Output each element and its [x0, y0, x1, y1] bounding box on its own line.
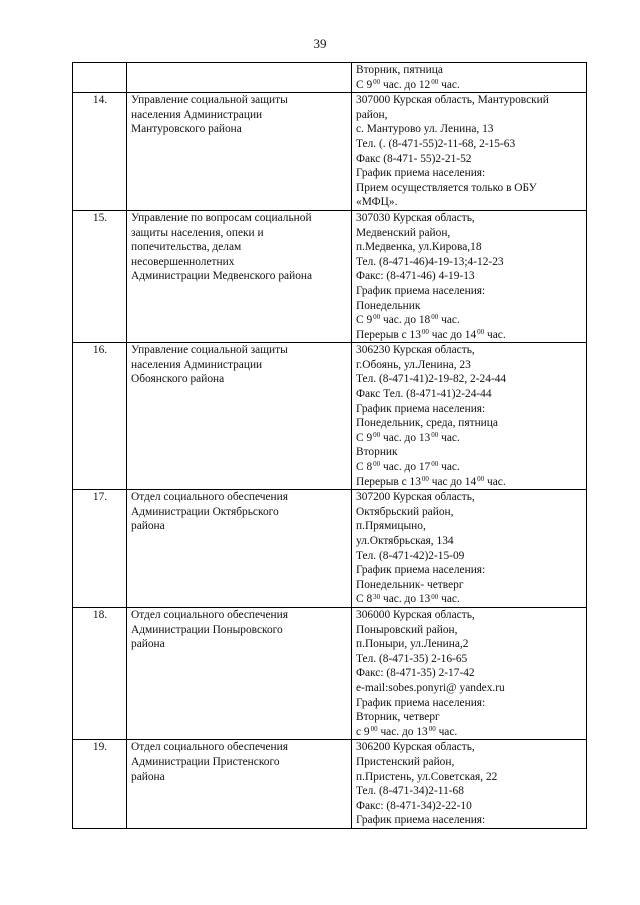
- contact-text: Факс (8-471- 55)2-21-52: [356, 152, 472, 165]
- office-name: [127, 607, 352, 739]
- contact-line: [356, 358, 583, 373]
- contact-text: С 9: [356, 314, 373, 327]
- table-row: [73, 343, 587, 490]
- office-name: [127, 490, 352, 608]
- contact-text: Прием осуществляется только в ОБУ: [356, 181, 537, 194]
- table-row: [73, 740, 587, 829]
- contact-line: [356, 181, 583, 196]
- contact-line: [356, 490, 583, 505]
- row-number: 18.: [73, 607, 127, 739]
- contact-text: Перерыв с 13: [356, 328, 421, 341]
- time-minutes-superscript: 30: [373, 592, 381, 601]
- contact-line: [356, 445, 583, 460]
- office-name: [127, 63, 352, 93]
- contact-text: с. Мантурово ул. Ленина, 13: [356, 123, 494, 136]
- row-number: [73, 63, 127, 93]
- office-contacts: [352, 490, 587, 608]
- contact-line: [356, 195, 583, 210]
- contact-line: [356, 63, 583, 78]
- contact-text: час до 14: [428, 328, 477, 341]
- time-minutes-superscript: 00: [431, 460, 439, 469]
- contact-text: График приема населения:: [356, 167, 486, 180]
- contact-line: [356, 122, 583, 137]
- time-minutes-superscript: 00: [477, 474, 485, 483]
- office-name-line: района: [131, 638, 165, 651]
- contact-text: График приема населения:: [356, 814, 486, 827]
- contact-text: г.Обоянь, ул.Ленина, 23: [356, 358, 471, 371]
- contact-text: 306200 Курская область,: [356, 741, 475, 754]
- contact-text: час до 14: [428, 475, 477, 488]
- row-number: 14.: [73, 93, 127, 211]
- contact-line: [356, 725, 583, 740]
- contact-line: [356, 255, 583, 270]
- contact-text: Тел. (8-471-35) 2-16-65: [356, 652, 468, 665]
- office-name: [127, 740, 352, 829]
- contact-text: час. до 13: [377, 725, 428, 738]
- time-minutes-superscript: 00: [421, 327, 429, 336]
- contact-line: [356, 592, 583, 607]
- contact-line: [356, 637, 583, 652]
- office-contacts: [352, 63, 587, 93]
- contact-line: [356, 549, 583, 564]
- contact-text: час. до 18: [380, 314, 431, 327]
- row-number: 15.: [73, 210, 127, 342]
- table-row: [73, 490, 587, 608]
- office-name-line: Отдел социального обеспечения: [131, 608, 288, 621]
- contact-line: [356, 431, 583, 446]
- contact-text: час.: [484, 475, 506, 488]
- office-name-line: Администрации Пристенского: [131, 755, 280, 768]
- table-row: [73, 93, 587, 211]
- time-minutes-superscript: 00: [421, 474, 429, 483]
- contact-text: час.: [435, 725, 458, 738]
- time-minutes-superscript: 00: [428, 724, 436, 733]
- contact-line: [356, 299, 583, 314]
- time-minutes-superscript: 00: [431, 431, 439, 439]
- contact-text: п.Медвенка, ул.Кирова,18: [356, 241, 482, 254]
- contact-text: 306000 Курская область,: [356, 608, 475, 621]
- contact-text: Вторник, пятница: [356, 64, 443, 76]
- contact-text: Факс: (8-471-46) 4-19-13: [356, 270, 475, 283]
- office-name-line: Управление социальной защиты: [131, 344, 288, 357]
- office-contacts: [352, 93, 587, 211]
- contact-line: [356, 284, 583, 299]
- office-name-line: Отдел социального обеспечения: [131, 741, 288, 754]
- contact-text: График приема населения:: [356, 696, 486, 709]
- office-name-line: Мантуровского района: [131, 123, 242, 136]
- office-contacts: [352, 343, 587, 490]
- contact-line: [356, 137, 583, 152]
- contact-line: [356, 269, 583, 284]
- office-name-line: населения Администрации: [131, 108, 263, 121]
- contact-line: [356, 652, 583, 667]
- contact-text: Тел. (8-471-46)4-19-13;4-12-23: [356, 255, 504, 268]
- contact-line: [356, 402, 583, 417]
- contact-line: [356, 343, 583, 358]
- contact-line: [356, 226, 583, 241]
- contact-line: [356, 755, 583, 770]
- contact-line: [356, 696, 583, 711]
- contact-text: Понедельник- четверг: [356, 578, 464, 591]
- contact-text: Тел. (8-471-42)2-15-09: [356, 549, 465, 562]
- contact-line: [356, 813, 583, 828]
- offices-table: [72, 62, 587, 829]
- contact-text: п.Прямицыно,: [356, 520, 426, 533]
- office-name-line: несовершеннолетних: [131, 255, 235, 268]
- row-number: 19.: [73, 740, 127, 829]
- row-number: 17.: [73, 490, 127, 608]
- contact-line: [356, 108, 583, 123]
- contact-text: час.: [484, 328, 506, 341]
- contact-line: [356, 240, 583, 255]
- time-minutes-superscript: 00: [373, 431, 381, 439]
- contact-text: Медвенский район,: [356, 226, 451, 239]
- office-name-line: населения Администрации: [131, 358, 263, 371]
- page-number: 39: [313, 36, 327, 51]
- table-row: [73, 63, 587, 93]
- contact-text: Пристенский район,: [356, 755, 455, 768]
- office-name-line: Управление социальной защиты: [131, 94, 288, 107]
- contact-text: График приема населения:: [356, 284, 486, 297]
- office-contacts: [352, 210, 587, 342]
- office-contacts: [352, 607, 587, 739]
- contact-text: Понедельник, среда, пятница: [356, 417, 498, 430]
- contact-text: Вторник: [356, 446, 398, 459]
- contact-line: [356, 372, 583, 387]
- contact-text: п.Поныри, ул.Ленина,2: [356, 638, 469, 651]
- contact-text: График приема населения:: [356, 564, 486, 577]
- contact-text: 307000 Курская область, Мантуровский: [356, 94, 549, 107]
- contact-text: Факс Тел. (8-471-41)2-24-44: [356, 388, 492, 401]
- contact-line: [356, 387, 583, 402]
- contact-text: Октябрьский район,: [356, 505, 454, 518]
- contact-text: п.Пристень, ул.Советская, 22: [356, 770, 498, 783]
- contact-text: час.: [438, 593, 460, 606]
- contact-text: час. до 12: [380, 78, 431, 91]
- contact-text: час.: [438, 78, 460, 91]
- contact-text: С 8: [356, 461, 373, 474]
- offices-table-body: [73, 63, 587, 829]
- contact-text: 307200 Курская область,: [356, 491, 475, 504]
- contact-text: час. до 17: [380, 461, 431, 474]
- contact-line: [356, 475, 583, 490]
- contact-line: [356, 666, 583, 681]
- contact-line: [356, 710, 583, 725]
- contact-line: [356, 78, 583, 93]
- contact-line: [356, 328, 583, 343]
- contact-text: Поныровский район,: [356, 623, 458, 636]
- contact-line: [356, 623, 583, 638]
- contact-text: Тел. (8-471-34)2-11-68: [356, 785, 464, 798]
- contact-text: e-mail:sobes.ponyri@ yandex.ru: [356, 681, 505, 694]
- contact-line: [356, 313, 583, 328]
- contact-text: 306230 Курская область,: [356, 344, 475, 357]
- contact-text: час.: [438, 461, 460, 474]
- office-name-line: Администрации Медвенского района: [131, 270, 313, 283]
- contact-text: С 9: [356, 431, 373, 444]
- contact-text: с 9: [356, 725, 370, 738]
- contact-text: 307030 Курская область,: [356, 211, 475, 224]
- table-row: [73, 607, 587, 739]
- office-name-line: Администрации Октябрьского: [131, 505, 279, 518]
- contact-text: Факс: (8-471-35) 2-17-42: [356, 667, 475, 680]
- contact-line: [356, 563, 583, 578]
- contact-line: [356, 799, 583, 814]
- contact-line: [356, 770, 583, 785]
- contact-text: С 9: [356, 78, 373, 91]
- contact-text: Тел. (8-471-41)2-19-82, 2-24-44: [356, 373, 507, 386]
- contact-text: Перерыв с 13: [356, 475, 421, 488]
- office-name-line: попечительства, делам: [131, 241, 242, 254]
- contact-text: Факс: (8-471-34)2-22-10: [356, 799, 472, 812]
- contact-text: час.: [438, 431, 460, 444]
- contact-text: Понедельник: [356, 299, 421, 312]
- office-name-line: защиты населения, опеки и: [131, 226, 264, 239]
- contact-line: [356, 166, 583, 181]
- contact-line: [356, 460, 583, 475]
- contact-text: ул.Октябрьская, 134: [356, 535, 454, 547]
- office-name: [127, 210, 352, 342]
- contact-text: Тел. (. (8-471-55)2-11-68, 2-15-63: [356, 137, 516, 150]
- time-minutes-superscript: 00: [373, 77, 381, 86]
- time-minutes-superscript: 00: [431, 77, 439, 86]
- contact-line: [356, 740, 583, 755]
- table-row: [73, 210, 587, 342]
- contact-line: [356, 578, 583, 593]
- contact-line: [356, 681, 583, 696]
- office-name-line: Отдел социального обеспечения: [131, 491, 288, 504]
- contact-line: [356, 416, 583, 431]
- contact-text: час. до 13: [380, 593, 431, 606]
- office-name: [127, 93, 352, 211]
- contact-line: [356, 784, 583, 799]
- contact-line: [356, 505, 583, 520]
- contact-text: График приема населения:: [356, 402, 486, 415]
- contact-line: [356, 152, 583, 167]
- contact-text: «МФЦ».: [356, 196, 398, 209]
- office-name-line: района: [131, 770, 165, 783]
- contact-line: [356, 93, 583, 108]
- contact-text: район,: [356, 108, 388, 121]
- contact-line: [356, 534, 583, 549]
- contact-line: [356, 519, 583, 534]
- contact-text: С 8: [356, 593, 373, 606]
- office-name-line: Обоянского района: [131, 373, 225, 386]
- contact-text: час.: [438, 314, 460, 327]
- time-minutes-superscript: 00: [370, 724, 378, 733]
- time-minutes-superscript: 00: [431, 313, 439, 322]
- row-number: 16.: [73, 343, 127, 490]
- office-name-line: Управление по вопросам социальной: [131, 211, 312, 224]
- office-name-line: района: [131, 520, 165, 533]
- office-name-line: Администрации Поныровского: [131, 623, 283, 636]
- time-minutes-superscript: 00: [431, 592, 439, 601]
- contact-line: [356, 608, 583, 623]
- office-name: [127, 343, 352, 490]
- contact-line: [356, 211, 583, 226]
- time-minutes-superscript: 00: [477, 327, 485, 336]
- contact-text: час. до 13: [380, 431, 431, 444]
- office-contacts: [352, 740, 587, 829]
- contact-text: Вторник, четверг: [356, 711, 440, 724]
- time-minutes-superscript: 00: [373, 460, 381, 469]
- time-minutes-superscript: 00: [373, 313, 381, 322]
